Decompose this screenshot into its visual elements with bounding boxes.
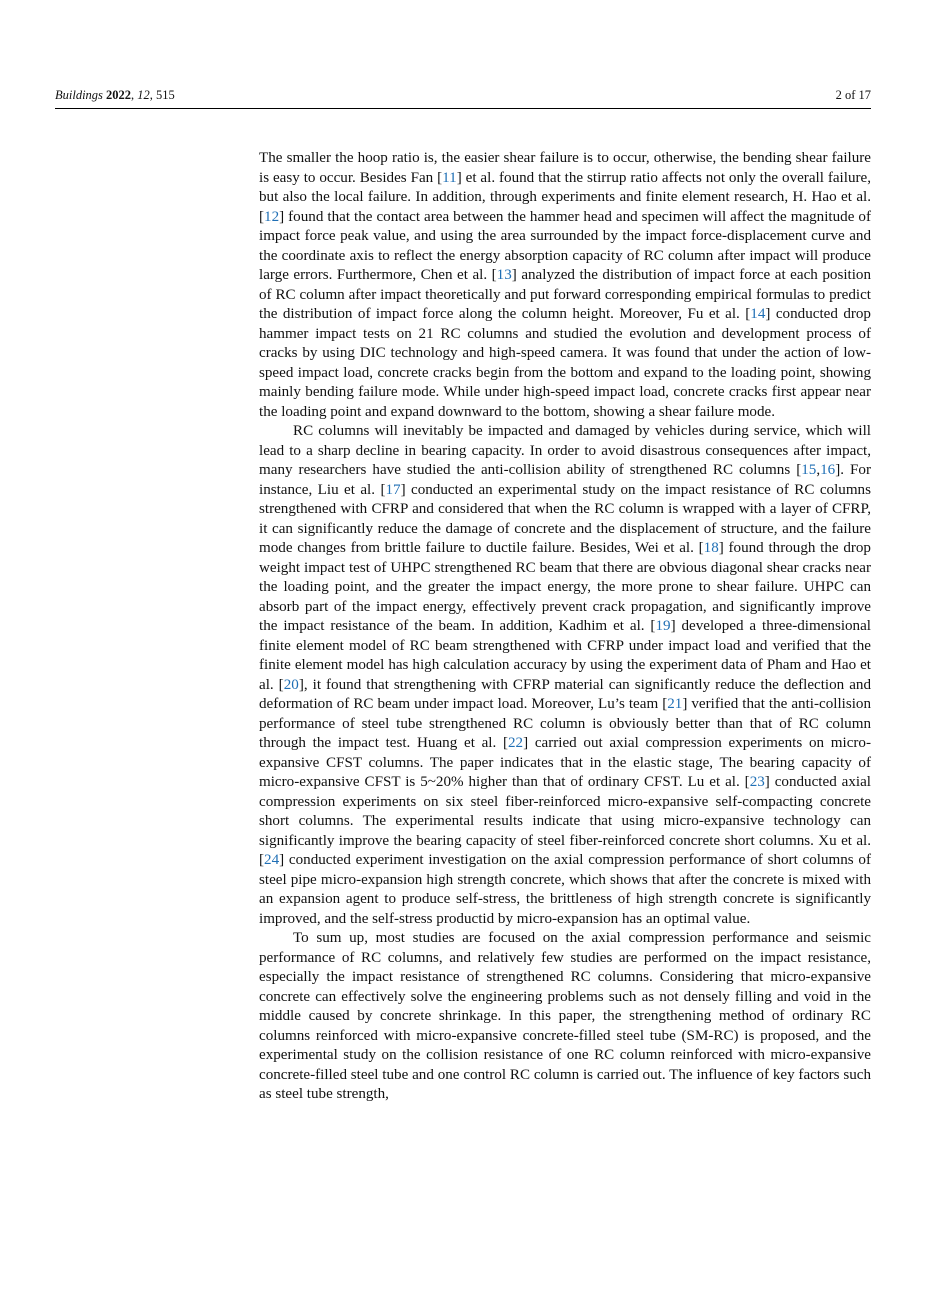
article-number: 515 xyxy=(156,88,175,102)
running-header xyxy=(55,86,871,109)
citation-link[interactable]: 16 xyxy=(820,462,836,478)
journal-volume: 12 xyxy=(137,88,150,102)
page-number: 2 of 17 xyxy=(835,88,871,102)
paragraph xyxy=(259,422,871,929)
paragraph-text: ]. For instance, Liu et al. [ xyxy=(259,462,871,498)
paragraph-text: ] carried out axial compression experiments on micro-expansive CFST columns. The paper indicates that in the elastic stage, The bearing capacity of micro-expansive CFST is 5~20% higher than that of ordinary CFST. Lu et al. [ xyxy=(259,735,871,790)
journal-name: Buildings xyxy=(55,88,103,102)
citation-link[interactable]: 14 xyxy=(750,306,766,322)
citation-link[interactable]: 24 xyxy=(264,852,280,868)
paragraph-text: ] found that the contact area between the hammer head and specimen will affect the magnitude of impact force peak value, and using the area surrounded by the impact force-displacement curve and the coordinate axis to reflect the energy absorption capacity of RC column after impact will produce large errors. Furthermore, Chen et al. [ xyxy=(259,208,871,283)
paragraph-text: RC columns will inevitably be impacted and damaged by vehicles during service, which will lead to a sharp decline in bearing capacity. In order to avoid disastrous consequences after impact, many researchers have studied the anti-collision ability of strengthened RC columns [ xyxy=(259,423,871,478)
paragraph-text: ] conducted an experimental study on the impact resistance of RC columns strengthened with CFRP and considered that when the RC column is wrapped with a layer of CFRP, it can significantly reduce the damage of concrete and the displacement of structure, and the failure mode changes from brittle failure to ductile failure. Besides, Wei et al. [ xyxy=(259,481,871,556)
journal-year: 2022 xyxy=(106,88,132,102)
paragraph-text: ], it found that strengthening with CFRP material can significantly reduce the deflection and deformation of RC beam under impact load. Moreover, Lu’s team [ xyxy=(259,676,872,712)
journal-citation: Buildings 2022, 12, 515 xyxy=(55,88,175,102)
paragraph-text: ] found through the drop weight impact test of UHPC strengthened RC beam that there are obvious diagonal shear cracks near the loading point, and the greater the impact energy, the more prone to shear failure. UHPC can absorb part of the impact energy, effectively prevent crack propagation, and significantly improve the impact resistance of the beam. In addition, Kadhim et al. [ xyxy=(259,540,871,634)
paragraph-text: ] developed a three-dimensional finite element model of RC beam strengthened with CFRP under impact load and verified that the finite element model has high calculation accuracy by using the experiment data of Pham and Hao et al. [ xyxy=(259,618,871,693)
citation-link[interactable]: 17 xyxy=(385,481,401,498)
citation-link[interactable]: 22 xyxy=(508,735,524,751)
paragraph-text: ] et al. found that the stirrup ratio affects not only the overall failure, but also the local failure. In addition, through experiments and finite element research, H. Hao et al. [ xyxy=(259,169,871,225)
citation-link[interactable]: 15 xyxy=(801,462,817,478)
paragraph-text: To sum up, most studies are focused on the axial compression performance and seismic performance of RC columns, and relatively few studies are performed on the impact resistance, especially the impact resistance of strengthened RC columns. Considering that micro-expansive concrete can effectively solve the engineering problems such as not densely filling and void in the middle caused by concrete shrinkage. In this paper, the strengthening method of ordinary RC columns reinforced with micro-expansive concrete-filled steel tube (SM-RC) is proposed, and the experimental study on the collision resistance of one RC column reinforced with micro-expansive concrete-filled steel tube and one control RC column is carried out. The influence of key factors such as steel tube strength, xyxy=(259,930,871,1102)
paragraph-text: ] conducted axial compression experiments on six steel fiber-reinforced micro-expansive self-compacting concrete short columns. The experimental results indicate that using micro-expansive technology can significantly improve the bearing capacity of steel fiber-reinforced concrete short columns. Xu et al. [ xyxy=(259,774,871,868)
paragraph-text: ] verified that the anti-collision performance of steel tube strengthened RC column is obviously better than that of RC column through the impact test. Huang et al. [ xyxy=(259,696,872,751)
citation-link[interactable]: 21 xyxy=(667,696,683,712)
citation-link[interactable]: 12 xyxy=(264,208,280,225)
paragraph-text: ] analyzed the distribution of impact force at each position of RC column after impact theoretically and put forward corresponding empirical formulas to predict the distribution of impact force along the column height. Moreover, Fu et al. [ xyxy=(259,267,871,322)
paragraph-text: The smaller the hoop ratio is, the easier shear failure is to occur, otherwise, the bending shear failure is easy to occur. Besides Fan [ xyxy=(259,150,871,186)
citation-link[interactable]: 18 xyxy=(703,540,719,556)
paragraph xyxy=(259,929,871,1105)
paragraph-text: ] conducted drop hammer impact tests on 21 RC columns and studied the evolution and development process of cracks by using DIC technology and high-speed camera. It was found that under the action of low-speed impact load, concrete cracks begin from the bottom and expand to the loading point, showing mainly bending failure mode. While under high-speed impact load, concrete cracks first appear near the loading point and expand downward to the bottom, showing a shear failure mode. xyxy=(259,306,871,420)
citation-link[interactable]: 11 xyxy=(442,169,457,186)
citation-link[interactable]: 13 xyxy=(496,267,512,283)
paragraph-text: , xyxy=(816,462,821,478)
paragraph xyxy=(259,149,871,422)
body-text xyxy=(259,149,871,1105)
citation-link[interactable]: 23 xyxy=(749,774,765,790)
citation-link[interactable]: 20 xyxy=(283,676,299,693)
paragraph-text: ] conducted experiment investigation on the axial compression performance of short columns of steel pipe micro-expansion high strength concrete, which shows that after the concrete is mixed with an expansion agent to produce self-stress, the brittleness of high strength concrete is significantly improved, and the self-stress productid by micro-expansion has an optimal value. xyxy=(259,852,871,927)
citation-link[interactable]: 19 xyxy=(655,618,671,634)
